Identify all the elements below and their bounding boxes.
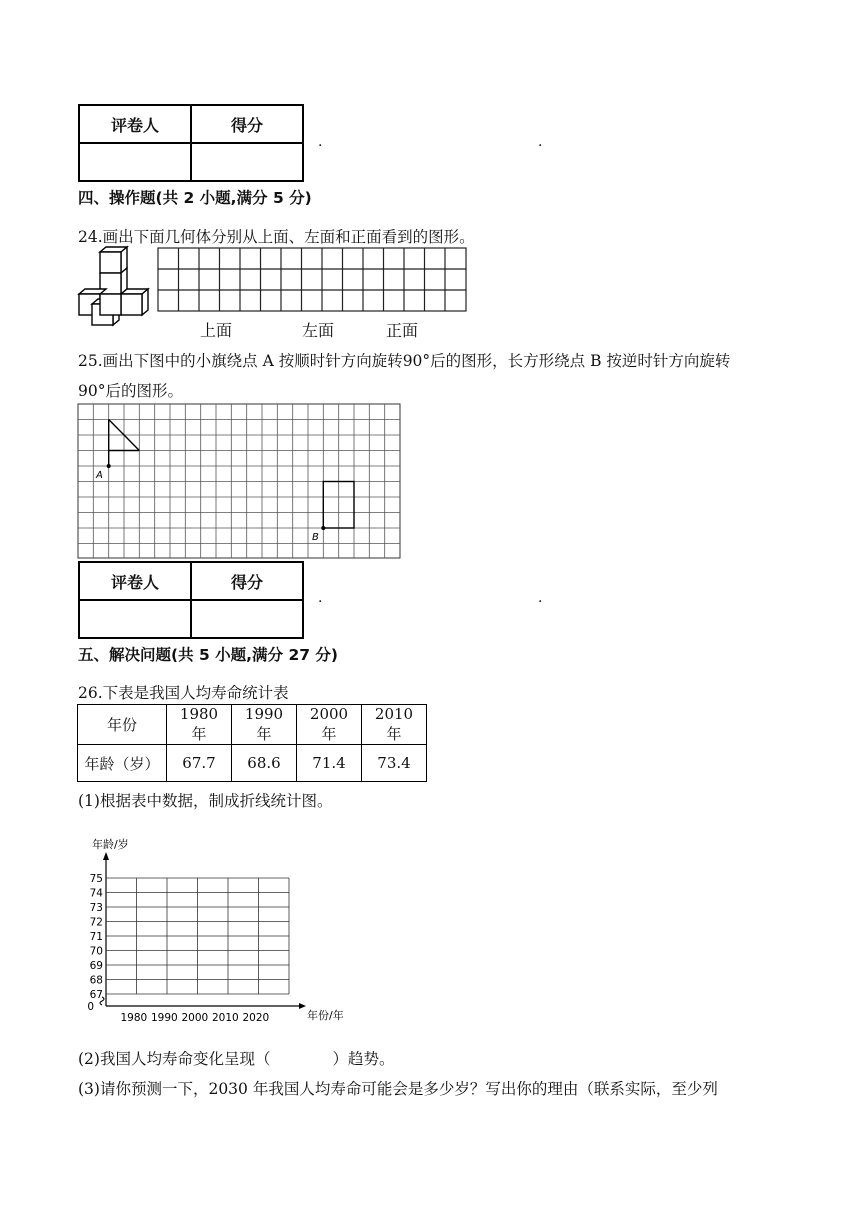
life-expectancy-table (77, 704, 427, 782)
view-label-front: 正面 (386, 321, 419, 340)
point-a-label: A (96, 470, 103, 481)
table-header-cell: 1990 年 (232, 705, 297, 745)
table-header-cell: 年份 (78, 705, 167, 745)
grader-table-1 (78, 104, 304, 182)
y-tick-label: 70 (89, 945, 103, 958)
grader-label: 评卷人 (79, 562, 191, 600)
y-axis-label: 年龄/岁 (92, 838, 129, 851)
section-4-heading: 四、操作题(共 2 小题,满分 5 分) (78, 189, 312, 207)
table-cell: 73.4 (362, 745, 427, 782)
dot-mark: . (318, 590, 323, 606)
y-tick-label: 71 (89, 931, 103, 943)
view-label-top: 上面 (200, 321, 233, 340)
table-cell: 年龄（岁） (78, 745, 167, 782)
table-cell: 68.6 (232, 745, 297, 782)
rotation-grid-figure (76, 402, 404, 560)
score-label: 得分 (191, 562, 303, 600)
x-tick-label: 2000 (181, 1012, 209, 1024)
section-5-heading: 五、解决问题(共 5 小题,满分 27 分) (78, 646, 338, 664)
grader-cell[interactable] (79, 600, 191, 638)
y-tick-label: 75 (89, 873, 103, 885)
grader-cell[interactable] (79, 143, 191, 181)
grader-table-2 (78, 561, 304, 639)
y-axis-arrow (103, 852, 109, 860)
table-header-cell: 2010 年 (362, 705, 427, 745)
question-26-text: 26.下表是我国人均寿命统计表 (78, 684, 289, 702)
point-a-marker (107, 464, 111, 468)
y-tick-label: 74 (89, 887, 103, 900)
point-b-label: B (312, 532, 319, 543)
table-cell: 71.4 (297, 745, 362, 782)
table-row (78, 705, 427, 745)
cube-solid-figure (79, 247, 148, 325)
table-header-cell: 1980 年 (167, 705, 232, 745)
grader-label: 评卷人 (79, 105, 191, 143)
dot-mark: . (318, 134, 323, 150)
table-header-cell: 2000 年 (297, 705, 362, 745)
question-24-text: 24.画出下面几何体分别从上面、左面和正面看到的图形。 (78, 228, 475, 246)
table-cell: 67.7 (167, 745, 232, 782)
sub-question-3: (3)请你预测一下，2030 年我国人均寿命可能会是多少岁？写出你的理由（联系实际，至少列 (78, 1080, 718, 1098)
y-tick-label: 72 (89, 916, 103, 929)
question-25-text-line2: 90°后的图形。 (78, 382, 183, 400)
y-tick-label: 69 (89, 960, 103, 972)
score-cell[interactable] (191, 143, 303, 181)
y-tick-label: 0 (87, 1001, 94, 1013)
y-tick-label: 67 (89, 989, 103, 1001)
sub-question-2: (2)我国人均寿命变化呈现（ ）趋势。 (78, 1050, 395, 1068)
x-axis-arrow (299, 1003, 306, 1009)
question-25-text-line1: 25.画出下图中的小旗绕点 A 按顺时针方向旋转90°后的图形，长方形绕点 B 按逆时针方向旋转 (78, 352, 731, 370)
x-tick-label: 1990 (151, 1012, 178, 1024)
q24-drawing-grid (158, 248, 466, 311)
score-label: 得分 (191, 105, 303, 143)
dot-mark: . (538, 590, 543, 606)
y-tick-label: 68 (89, 974, 103, 987)
score-cell[interactable] (191, 600, 303, 638)
view-label-left: 左面 (302, 321, 335, 340)
life-expectancy-line-chart (78, 832, 344, 1028)
x-tick-label: 1980 (120, 1012, 148, 1024)
sub-question-1: (1)根据表中数据，制成折线统计图。 (78, 792, 333, 810)
y-tick-label: 73 (89, 902, 103, 914)
point-b-marker (321, 526, 325, 530)
table-row (78, 745, 427, 782)
dot-mark: . (538, 134, 543, 150)
x-tick-label: 2020 (242, 1012, 270, 1024)
x-axis-label: 年份/年 (307, 1009, 344, 1022)
x-tick-label: 2010 (212, 1012, 239, 1024)
